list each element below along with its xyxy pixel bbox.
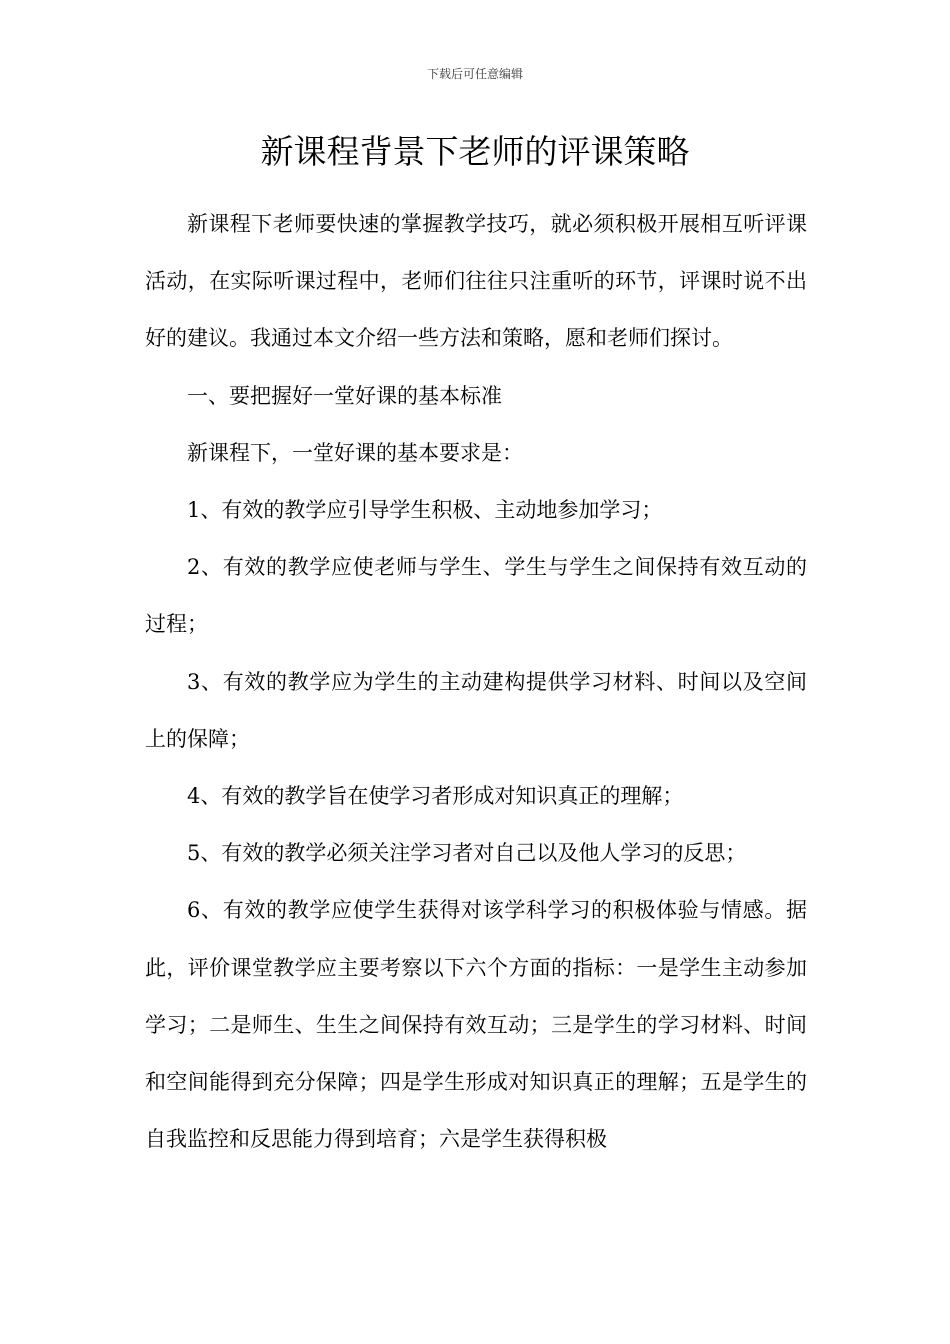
list-item-4: 4、有效的教学旨在使学习者形成对知识真正的理解； <box>187 784 684 809</box>
list-item-3: 3、有效的教学应为学生的主动建构提供学习材料、时间以及空间上的保障； <box>145 669 807 751</box>
list-item-2: 2、有效的教学应使老师与学生、学生与学生之间保持有效互动的过程； <box>145 555 807 637</box>
section-heading-1: 一、要把握好一堂好课的基本标准 <box>187 383 502 408</box>
list-item-1: 1、有效的教学应引导学生积极、主动地参加学习； <box>187 498 663 523</box>
paragraph-intro: 新课程下老师要快速的掌握教学技巧，就必须积极开展相互听评课活动，在实际听课过程中，老师们往往只注重听的环节，评课时说不出好的建议。我通过本文介绍一些方法和策略，愿和老师们探讨。 <box>145 212 807 351</box>
paragraph-requirements-lead: 新课程下，一堂好课的基本要求是： <box>187 440 523 465</box>
document-body <box>145 196 807 1168</box>
document-title: 新课程背景下老师的评课策略 <box>260 132 690 171</box>
list-item-6: 6、有效的教学应使学生获得对该学科学习的积极体验与情感。据此，评价课堂教学应主要考察以下六个方面的指标：一是学生主动参加学习；二是师生、生生之间保持有效互动；三是学生的学习材料、时间和空间能得到充分保障；四是学生形成对知识真正的理解；五是学生的自我监控和反思能力得到培育；六是学生获得积极 <box>145 898 807 1152</box>
header-note: 下载后可任意编辑 <box>426 67 523 81</box>
list-item-5: 5、有效的教学必须关注学习者对自己以及他人学习的反思； <box>187 841 747 866</box>
